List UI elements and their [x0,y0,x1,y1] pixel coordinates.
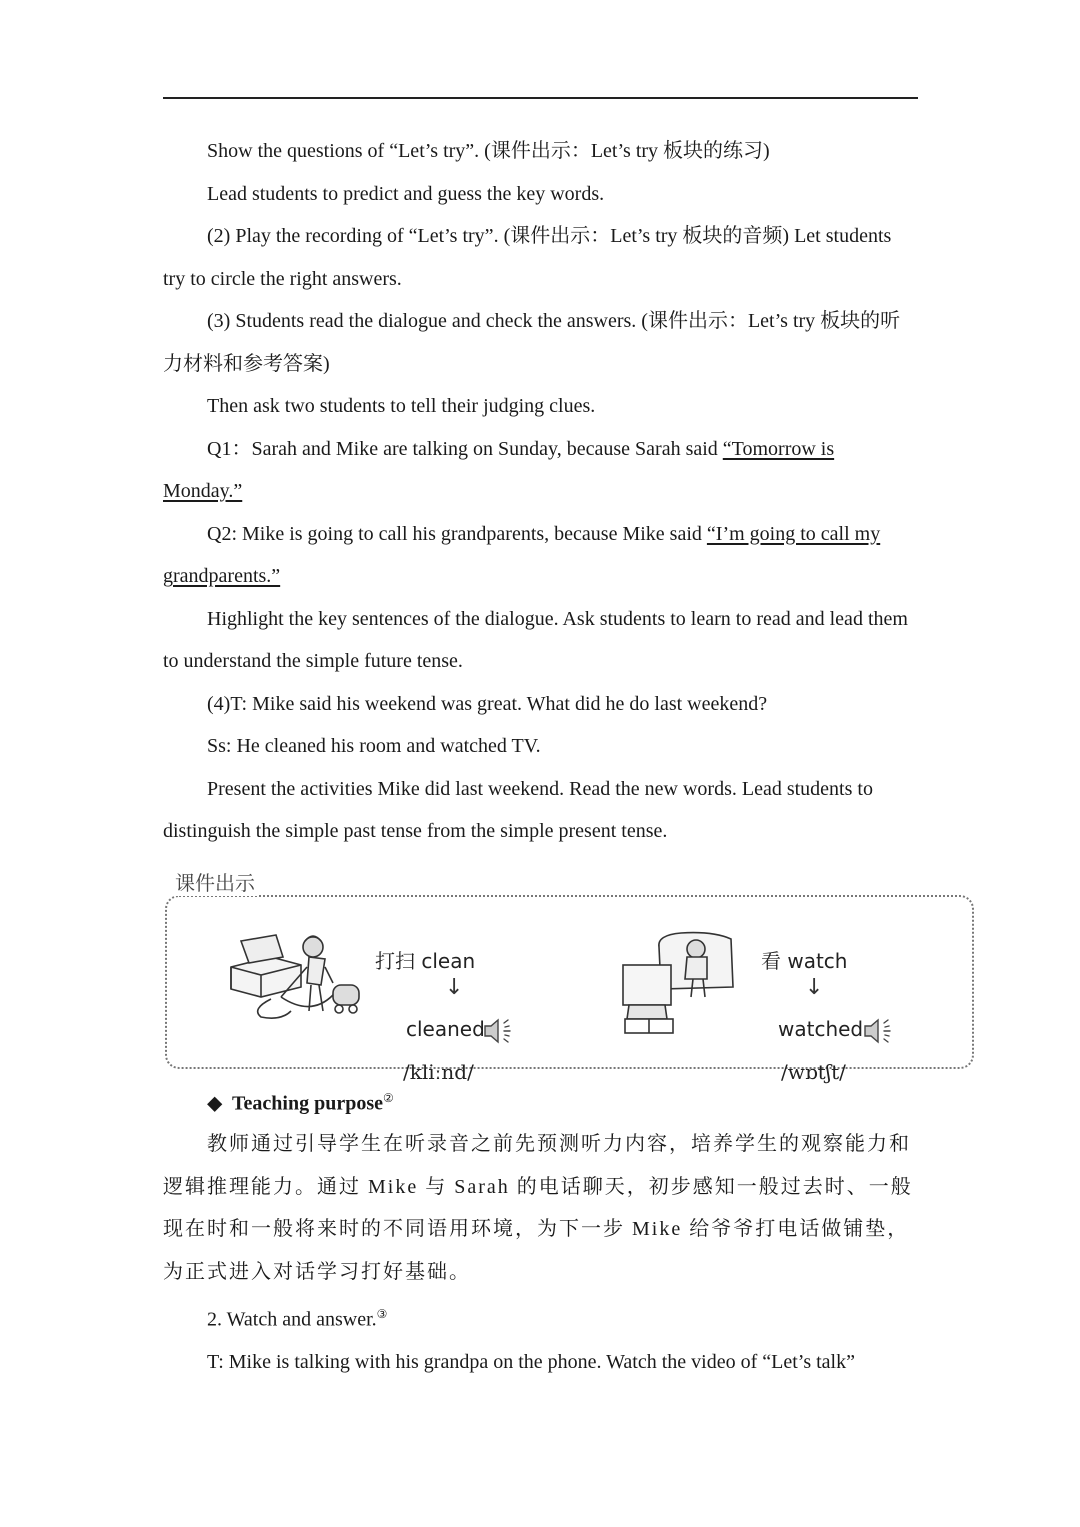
speaker-icon[interactable] [483,1017,515,1045]
watched-phonetic: /wɒtʃt/ [781,1059,846,1084]
header-rule [163,97,918,99]
clean-headword: 打扫 clean [375,948,476,973]
boy-vacuuming-illustration [221,927,376,1027]
down-arrow-icon: ↓ [805,974,824,1000]
q2-quote: “I’m going to call my grandparents.” [163,522,881,587]
diamond-icon: ◆ [207,1092,223,1115]
down-arrow-icon: ↓ [445,974,464,1000]
section-2-heading: 2. Watch and answer.③ [207,1307,388,1331]
teaching-purpose-heading: ◆ Teaching purpose② [207,1090,394,1115]
paragraph: T: Mike is talking with his grandpa on the phone. Watch the video of “Let’s talk” [207,1351,855,1374]
footnote-marker: ③ [376,1307,388,1322]
paragraph: Present the activities Mike did last weekend. Read the new words. Lead students to distinguish the simple past tense from the simple present tense. [163,777,873,842]
boy-watching-tv-illustration [621,927,741,1037]
courseware-label: 课件出示 [175,867,259,896]
q1-paragraph [163,428,918,513]
paragraph: Then ask two students to tell their judging clues. [207,395,596,417]
footnote-marker: ② [383,1090,394,1105]
cleaned-phonetic: /kliːnd/ [403,1059,474,1084]
q2-paragraph [163,513,918,598]
watch-headword: 看 watch [761,948,848,973]
q2-text: Q2: Mike is going to call his grandparents, because Mike said [207,522,707,545]
paragraph: Lead students to predict and guess the key words. [207,182,605,205]
paragraph: Show the questions of “Let’s try”. (课件出示：Let’s try 板块的练习) [207,140,770,162]
courseware-box [163,867,918,1084]
q1-quote: “Tomorrow is Monday.” [163,437,835,502]
paragraph: (4)T: Mike said his weekend was great. What did he do last weekend? [207,692,768,715]
paragraph: Ss: He cleaned his room and watched TV. [207,735,541,757]
paragraph: (3) Students read the dialogue and check the answers. (课件出示：Let’s try 板块的听力材料和参考答案) [163,310,901,375]
teaching-purpose-text: 教师通过引导学生在听录音之前先预测听力内容，培养学生的观察能力和逻辑推理能力。通过 Mike 与 Sarah 的电话聊天，初步感知一般过去时、一般现在时和一般将来时的不同语用环境，为下一步 Mike 给爷爷打电话做铺垫，为正式进入对话学习打好基础。 [163,1133,913,1283]
watched-word: watched [778,1016,864,1041]
cleaned-word: cleaned [406,1016,485,1041]
page-content [163,130,918,1384]
paragraph: Highlight the key sentences of the dialogue. Ask students to learn to read and lead them to understand the simple future tense. [163,607,908,672]
speaker-icon[interactable] [863,1017,895,1045]
q1-text: Q1：Sarah and Mike are talking on Sunday, because Sarah said [207,437,723,460]
paragraph: (2) Play the recording of “Let’s try”. (课件出示：Let’s try 板块的音频) Let students try to circle the right answers. [163,225,892,290]
